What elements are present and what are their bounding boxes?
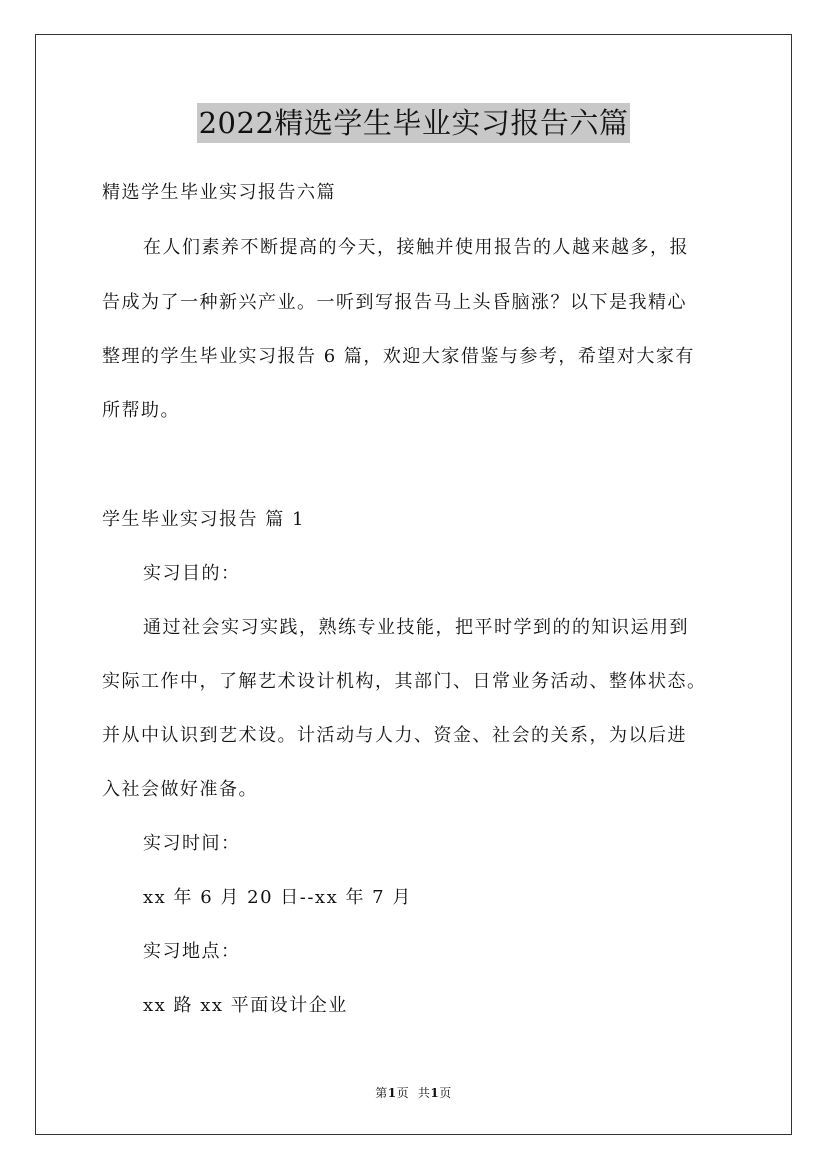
purpose-line-2: 实际工作中，了解艺术设计机构，其部门、日常业务活动、整体状态。 [102, 671, 707, 692]
place-value: xx 路 xx 平面设计企业 [143, 995, 348, 1016]
title-container [0, 103, 827, 143]
footer-page-prefix: 第 [375, 1086, 388, 1100]
page-footer [0, 1085, 827, 1101]
footer-total-prefix: 共 [417, 1086, 431, 1100]
footer-total-number: 1 [430, 1086, 440, 1100]
purpose-line-4: 入社会做好准备。 [102, 779, 258, 800]
place-label: 实习地点： [143, 941, 241, 962]
time-label: 实习时间： [143, 833, 241, 854]
document-title: 2022精选学生毕业实习报告六篇 [197, 103, 631, 143]
intro-line-2: 告成为了一种新兴产业。一听到写报告马上头昏脑涨？以下是我精心 [102, 292, 687, 313]
purpose-label: 实习目的： [143, 563, 241, 584]
footer-page-number: 1 [387, 1086, 397, 1100]
time-value: xx 年 6 月 20 日--xx 年 7 月 [143, 887, 412, 908]
purpose-line-3: 并从中认识到艺术设。计活动与人力、资金、社会的关系，为以后进 [102, 725, 687, 746]
intro-line-3: 整理的学生毕业实习报告 6 篇，欢迎大家借鉴与参考，希望对大家有 [102, 346, 695, 367]
footer-total-suffix: 页 [439, 1086, 452, 1100]
footer-page-suffix: 页 [396, 1086, 410, 1100]
intro-line-1: 在人们素养不断提高的今天，接触并使用报告的人越来越多，报 [143, 237, 689, 258]
section-heading: 学生毕业实习报告 篇 1 [102, 509, 305, 530]
intro-line-4: 所帮助。 [102, 400, 180, 421]
document-subtitle: 精选学生毕业实习报告六篇 [102, 182, 336, 203]
purpose-line-1: 通过社会实习实践，熟练专业技能，把平时学到的的知识运用到 [143, 617, 689, 638]
